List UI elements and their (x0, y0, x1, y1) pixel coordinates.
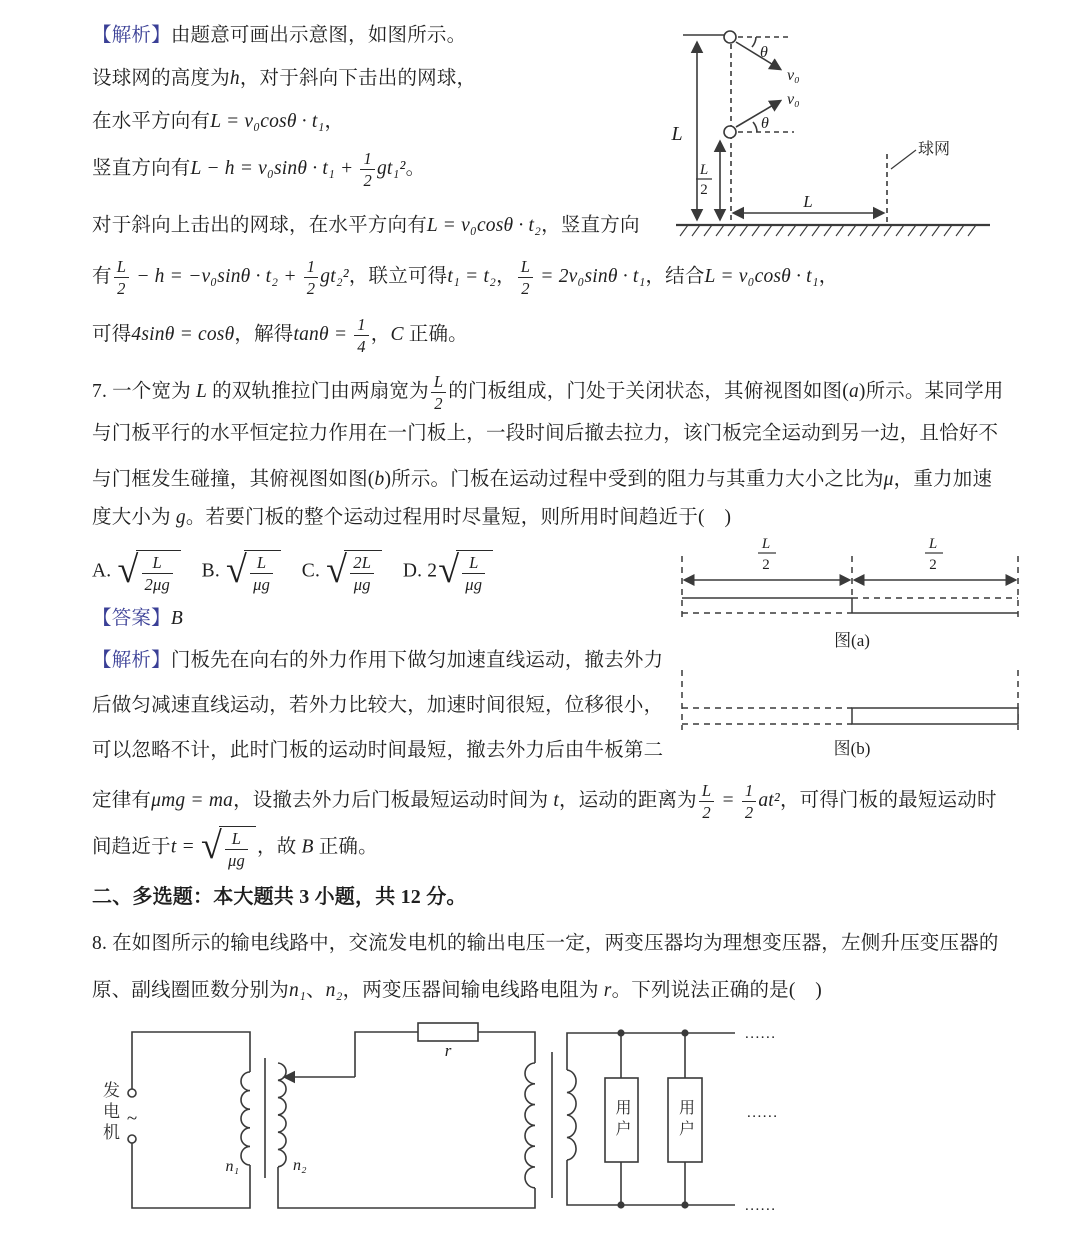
solution7-line-3: 可以忽略不计，此时门板的运动时间最短，撤去外力后由牛板第二 (92, 740, 664, 761)
n2-label: n₂ (293, 1157, 307, 1174)
solution7-line-2: 后做匀减速直线运动，若外力比较大，加速时间很短，位移很小， (92, 695, 664, 716)
primary-loop-top-wire (132, 1032, 250, 1089)
fig-b-caption: 图(b) (833, 739, 871, 758)
user1-label: 用户 (613, 1099, 630, 1141)
generator-terminal-top (128, 1089, 136, 1097)
junction-dot (618, 1202, 624, 1208)
line-to-resistor (355, 1032, 418, 1077)
figa-left-denominator: 2 (762, 557, 770, 573)
L2-numerator: L (699, 162, 709, 178)
v0-up-arrow (736, 101, 780, 127)
v0-down-arrow (736, 42, 780, 69)
theta-upper-label: θ (760, 44, 768, 61)
net-pointer-line (891, 150, 916, 169)
generator-label: 发电机 (100, 1081, 119, 1144)
solution7-line-4: 定律有μmg = ma，设撤去外力后门板最短运动时间为 t，运动的距离为 $\frac{L}{2}$ = $\frac{1}{2}$ at²，可得门板的最短运动时 (92, 781, 997, 823)
junction-dot (682, 1202, 688, 1208)
figa-right-denominator: 2 (929, 557, 937, 573)
question7-line-3: 与门框发生碰撞，其俯视图如图(b)所示。门板在运动过程中受到的阻力与其重力大小之比为μ，重力加速 (92, 469, 993, 490)
net-label: 球网 (918, 141, 951, 158)
fig-a-caption: 图(a) (834, 631, 870, 650)
solution6-line-7: 可得4sinθ = cosθ，解得tanθ = $\frac{1}{4}$ ，C 正确。 (92, 315, 468, 357)
coil-n2 (278, 1063, 286, 1167)
primary-loop-bottom-wire (132, 1143, 250, 1208)
user2-label: 用户 (676, 1099, 694, 1141)
solution6-line-2: 设球网的高度为h，对于斜向下击出的网球， (92, 68, 477, 89)
solution6-line-3: 在水平方向有L = v₀cosθ · t₁， (92, 111, 345, 132)
figa-left-numerator: L (761, 536, 771, 552)
line-from-resistor (478, 1032, 535, 1063)
ac-tilde-symbol: ~ (126, 1108, 138, 1129)
dots-top: ...... (745, 1026, 777, 1042)
figa-right-numerator: L (928, 536, 938, 552)
ground-hatching (680, 225, 976, 236)
right-transformer-primary-coil (525, 1063, 535, 1188)
dots-bottom: ...... (745, 1198, 777, 1214)
solution6-line-5: 对于斜向上击出的网球，在水平方向有L = v₀cosθ · t₂，竖直方向 (92, 215, 640, 236)
section2-header: 二、多选题：本大题共 3 小题，共 12 分。 (92, 886, 467, 908)
question7-answer: 【答案】B (92, 608, 183, 629)
question7-line-2: 与门板平行的水平恒定拉力作用在一门板上，一段时间后撤去拉力，该门板完全运动到另一边，且恰好不 (92, 423, 999, 444)
lower-angle-arc (753, 122, 757, 132)
solution6-line-4: 竖直方向有L − h = v₀sinθ · t₁ + $\frac{1}{2}$ gt₁²。 (92, 149, 426, 191)
question7-options: A. √ $\frac{L}{2\mu g}$ B. √ $\frac{L}{\mu g}$ C. √ $\frac{2L}{\mu g}$ D. 2 √ $\frac{L}{\mu g}$ (92, 550, 494, 594)
question8-line-2: 原、副线圈匝数分别为n₁、n₂，两变压器间输电线路电阻为 r。下列说法正确的是( ) (92, 980, 822, 1001)
dots-middle: ...... (747, 1105, 779, 1121)
junction-dot (618, 1030, 624, 1036)
solution7-line-1: 【解析】门板先在向右的外力作用下做匀加速直线运动，撤去外力 (92, 650, 664, 671)
coil-n1 (241, 1072, 250, 1165)
v0-upper-label: v₀ (787, 67, 800, 84)
consumer-top-wire (567, 1033, 735, 1070)
right-transformer-secondary-coil (567, 1070, 576, 1160)
solution6-line-6: 有 $\frac{L}{2}$ − h = −v₀sinθ · t₂ + $\frac{1}{2}$ gt₂²，联立可得t₁ = t₂， $\frac{L}{2}$ = 2v₀sinθ · t₁，结合L = v₀cosθ · t₁， (92, 257, 839, 299)
line-resistor (418, 1023, 478, 1041)
figb-doors-rect (852, 708, 1018, 724)
junction-dot (682, 1030, 688, 1036)
generator-terminal-bottom (128, 1135, 136, 1143)
consumer-bottom-wire (567, 1160, 735, 1205)
n1-label: n₁ (225, 1158, 239, 1175)
upper-angle-arc (752, 37, 756, 47)
question7-line-4: 度大小为 g。若要门板的整个运动过程用时尽量短，则所用时间趋近于( ) (92, 507, 732, 528)
sliding-door-diagram (670, 532, 1070, 764)
question8-line-1: 8. 在如图所示的输电线路中，交流发电机的输出电压一定，两变压器均为理想变压器，左侧升压变压器的 (92, 933, 999, 954)
v0-lower-label: v₀ (787, 91, 800, 108)
transmission-bottom-wire (278, 1167, 535, 1208)
solution7-line-5: 间趋近于t = √ $\frac{L}{\mu g}$ ，故 B 正确。 (92, 824, 378, 871)
resistor-r-label: r (444, 1041, 452, 1060)
question7-line-1: 7. 一个宽为 L 的双轨推拉门由两扇宽为 $\frac{L}{2}$ 的门板组成，门处于关闭状态，其俯视图如图(a)所示。某同学用 (92, 372, 1004, 414)
solution6-line-1: 【解析】由题意可画出示意图，如图所示。 (92, 25, 467, 46)
height-L-label: L (671, 123, 683, 145)
theta-lower-label: θ (761, 115, 769, 132)
lower-ball (724, 126, 736, 138)
L2-denominator: 2 (700, 182, 708, 198)
upper-ball (724, 31, 736, 43)
projectile-net-diagram (650, 12, 1050, 242)
distance-L-label: L (803, 192, 813, 211)
